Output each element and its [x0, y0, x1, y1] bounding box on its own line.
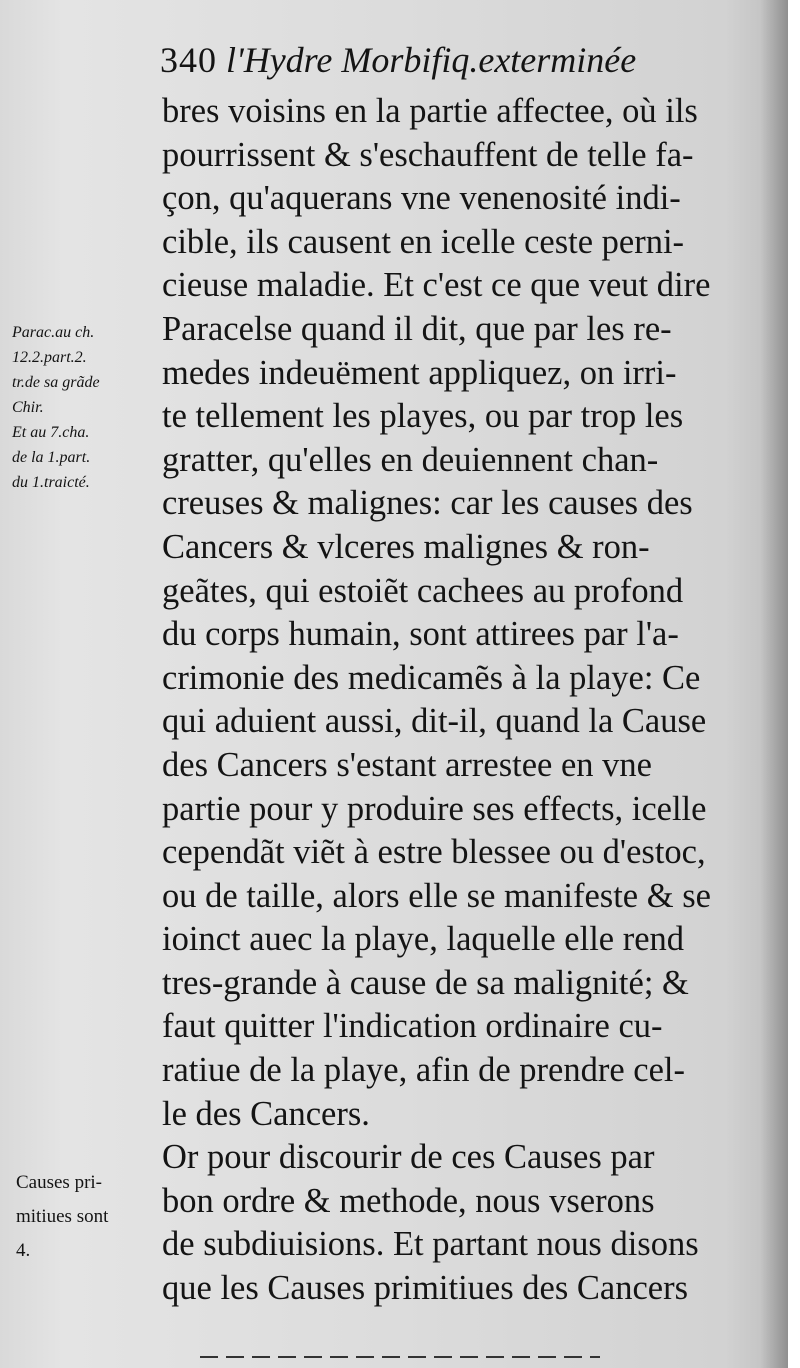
- text-line: çon, qu'aquerans vne venenosité indi-: [162, 179, 681, 218]
- text-line: geãtes, qui estoiẽt cachees au profond: [162, 571, 684, 610]
- page-header: [160, 38, 636, 82]
- margin-note-line: tr.de sa grãde: [12, 374, 100, 391]
- body-text: [162, 90, 711, 1311]
- text-line: pourrissent & s'eschauffent de telle fa-: [162, 135, 694, 174]
- text-line: qui aduient aussi, dit-il, quand la Cause: [162, 702, 707, 741]
- text-line: cible, ils causent en icelle ceste perni-: [162, 222, 685, 261]
- text-line: faut quitter l'indication ordinaire cu-: [162, 1007, 663, 1046]
- page-number: 340: [160, 40, 217, 80]
- text-line: gratter, qu'elles en deuiennent chan-: [162, 440, 659, 479]
- text-line: cependãt viẽt à estre blessee ou d'estoc,: [162, 833, 706, 872]
- text-line: de subdiuisions. Et partant nous disons: [162, 1225, 699, 1264]
- text-line: ratiue de la playe, afin de prendre cel-: [162, 1051, 685, 1090]
- text-line: Or pour discourir de ces Causes par: [162, 1138, 655, 1177]
- text-line: medes indeuëment appliquez, on irri-: [162, 353, 677, 392]
- margin-note-line: Et au 7.cha.: [12, 424, 90, 441]
- margin-note-line: de la 1.part.: [12, 449, 91, 466]
- text-line: bres voisins en la partie affectee, où ils: [162, 92, 698, 130]
- running-title: l'Hydre Morbifiq.exterminée: [226, 40, 637, 80]
- text-line: le des Cancers.: [162, 1094, 370, 1133]
- margin-note-line: 12.2.part.2.: [12, 349, 87, 366]
- text-line: te tellement les playes, ou par trop les: [162, 397, 684, 436]
- text-line: creuses & malignes: car les causes des: [162, 484, 693, 523]
- text-line: Cancers & vlceres malignes & ron-: [162, 527, 650, 566]
- text-line: partie pour y produire ses effects, icelle: [162, 789, 707, 828]
- print-underline: [200, 1356, 600, 1358]
- text-line: ou de taille, alors elle se manifeste & se: [162, 876, 711, 915]
- text-line: tres-grande à cause de sa malignité; &: [162, 963, 689, 1002]
- margin-note-line: Chir.: [12, 399, 44, 416]
- margin-note-line: du 1.traicté.: [12, 474, 90, 491]
- margin-note-line: 4.: [16, 1240, 31, 1261]
- margin-note-line: mitiues sont: [16, 1206, 109, 1227]
- text-line: ioinct auec la playe, laquelle elle rend: [162, 920, 685, 959]
- text-line: bon ordre & methode, nous vserons: [162, 1181, 655, 1220]
- text-line: des Cancers s'estant arrestee en vne: [162, 745, 652, 784]
- page-gutter-shadow: [760, 0, 788, 1368]
- margin-note-causes: [16, 1166, 108, 1268]
- text-line: Paracelse quand il dit, que par les re-: [162, 309, 672, 348]
- text-line: cieuse maladie. Et c'est ce que veut dire: [162, 266, 711, 305]
- margin-note-line: Causes pri-: [16, 1172, 103, 1193]
- text-line: crimonie des medicamẽs à la playe: Ce: [162, 658, 701, 697]
- margin-note-line: Parac.au ch.: [12, 324, 95, 341]
- margin-note-paracelsus: [12, 320, 100, 495]
- text-line: du corps humain, sont attirees par l'a-: [162, 615, 679, 654]
- text-line: que les Causes primitiues des Cancers: [162, 1269, 689, 1308]
